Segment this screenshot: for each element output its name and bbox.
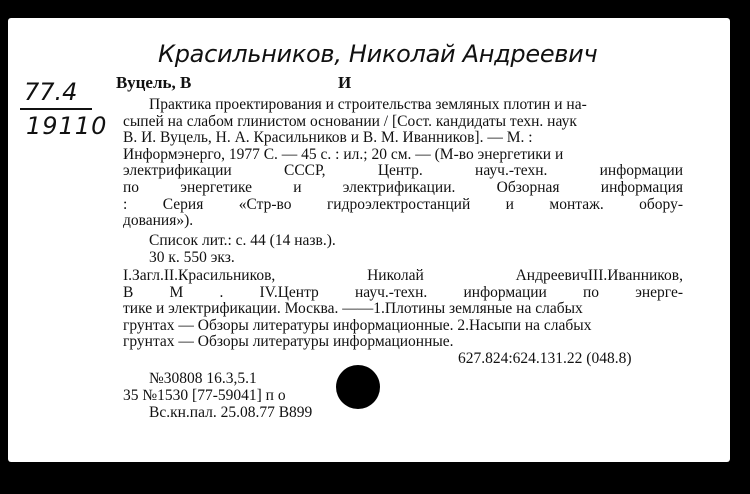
description-line: дования»). — [123, 212, 194, 230]
handwritten-inventory-code: 19110 — [26, 112, 108, 140]
price-and-print-run: 30 к. 550 экз. — [149, 248, 235, 266]
record-number: №30808 16.3,5.1 — [149, 370, 257, 387]
description-line: сыпей на слабом глинистом основании / [Сост. кандидаты техн. наук — [123, 112, 577, 130]
order-line: 35 №1530 [77-59041] п о — [123, 387, 286, 404]
description-line: электрификации СССР, Центр. науч.-техн. информации — [123, 162, 683, 180]
tracing-line: I.Загл.II.Красильников, Николай АндреевичIII.Иванников, — [123, 267, 683, 284]
tracing-line: грунтах — Обзоры литературы информационные. 2.Насыпи на слабых — [123, 316, 592, 334]
card-punch-hole — [336, 365, 380, 409]
tracing-line: грунтах — Обзоры литературы информационные. — [123, 333, 454, 351]
registry-line: Вс.кн.пал. 25.08.77 В899 — [149, 404, 313, 421]
tracing-line: тике и электрификации. Москва. ——1.Плотины земляные на слабых — [123, 300, 583, 318]
udc-code: 627.824:624.131.22 (048.8) — [458, 350, 632, 367]
description-line: по энергетике и электрификации. Обзорная информация — [123, 179, 683, 196]
code-divider — [20, 108, 92, 110]
heading-initial: И — [338, 73, 352, 92]
handwritten-class-code: 77.4 — [24, 78, 78, 106]
description-line: : Серия «Стр-во гидроэлектростанций и монтаж. обору- — [123, 195, 683, 213]
tracing-line: В М . IV.Центр науч.-техн. информации по энерге- — [123, 283, 683, 301]
handwritten-author-name: Красильников, Николай Андреевич — [158, 40, 598, 68]
catalog-card — [8, 18, 730, 462]
description-line: Практика проектирования и строительства земляных плотин и на- — [149, 96, 587, 113]
bibliography-note: Список лит.: с. 44 (14 назв.). — [149, 232, 336, 249]
heading-author: Вуцель, В — [116, 73, 192, 92]
description-line: В. И. Вуцель, Н. А. Красильников и В. М. Иванников]. — М. : — [123, 129, 533, 147]
description-line: Информэнерго, 1977 С. — 45 с. : ил.; 20 см. — (М-во энергетики и — [123, 145, 564, 163]
